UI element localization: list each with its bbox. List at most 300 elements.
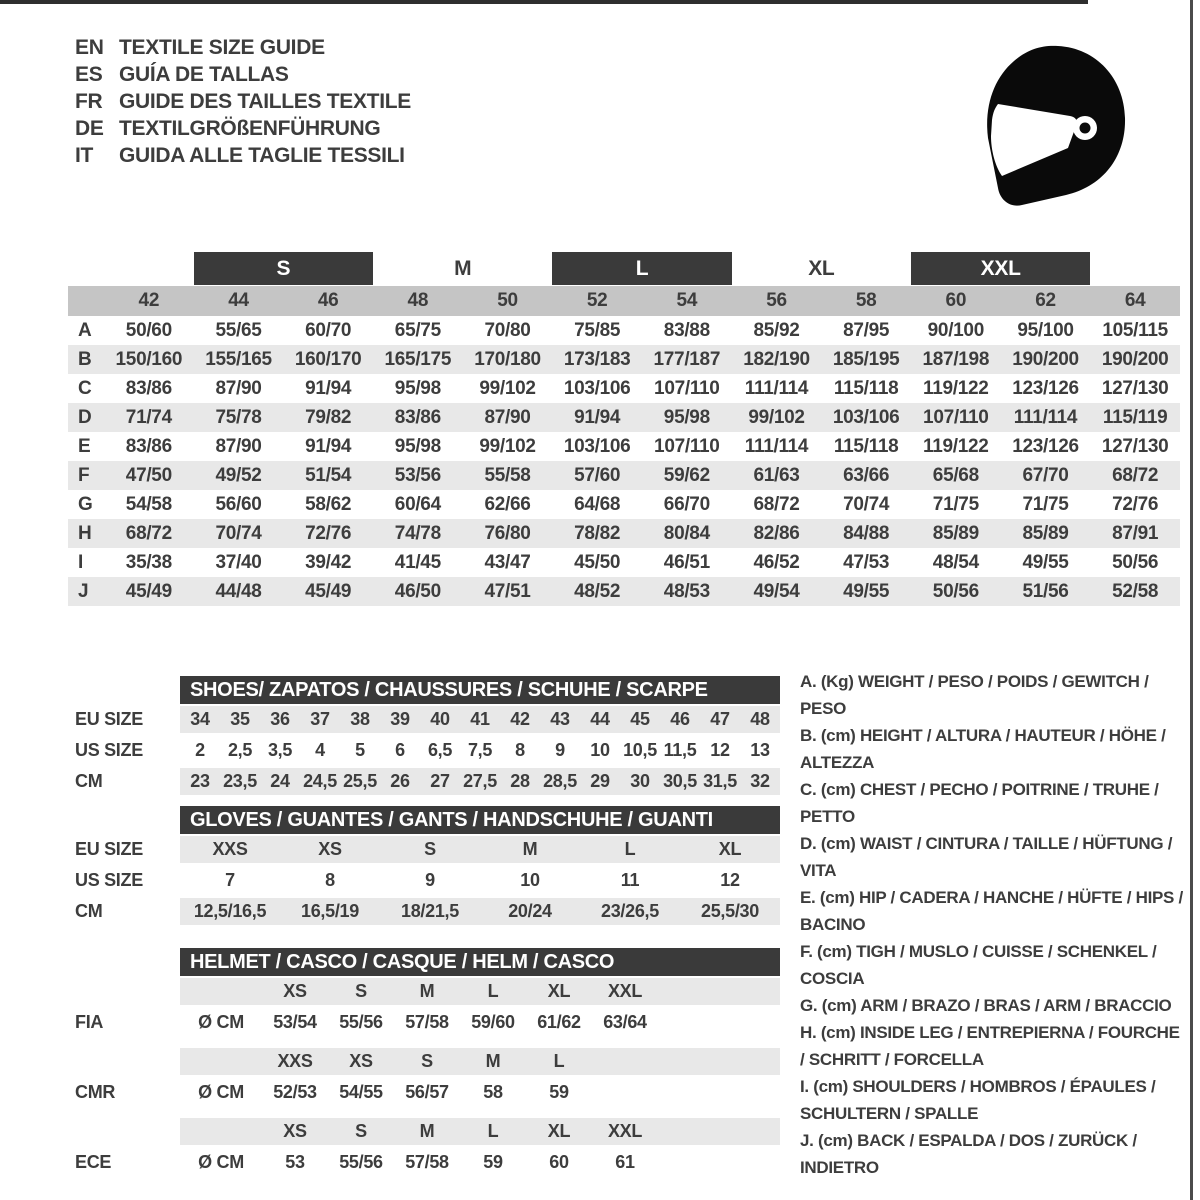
gloves-cells bbox=[180, 865, 780, 896]
measure-value: 95/100 bbox=[1017, 319, 1074, 341]
measure-value: 62/66 bbox=[484, 493, 531, 515]
measure-value: 39/42 bbox=[305, 551, 352, 573]
measure-value: 71/74 bbox=[125, 406, 172, 428]
measure-row-d bbox=[68, 403, 1180, 432]
measure-value: 82/86 bbox=[753, 522, 800, 544]
language-code: ES bbox=[75, 63, 103, 86]
measure-value: 78/82 bbox=[574, 522, 621, 544]
measure-value: 127/130 bbox=[1101, 435, 1169, 457]
size-group-header-row bbox=[68, 252, 1180, 285]
diameter-unit: Ø CM bbox=[198, 1152, 244, 1172]
helmet-value: 59 bbox=[483, 1152, 503, 1172]
measure-value: 87/95 bbox=[843, 319, 890, 341]
title-row-fr bbox=[75, 88, 411, 115]
title-row-de bbox=[75, 115, 411, 142]
measure-value: 160/170 bbox=[294, 348, 362, 370]
shoes-value: 30 bbox=[630, 771, 650, 791]
legend-item-e: E. (cm) HIP / CADERA / HANCHE / HÜFTE / HIPS / BACINO bbox=[800, 888, 1183, 934]
measure-value: 46/52 bbox=[753, 551, 800, 573]
shoes-value: 2 bbox=[195, 740, 205, 760]
measure-value: 65/75 bbox=[394, 319, 441, 341]
size-number-row bbox=[68, 286, 1180, 316]
measure-value: 72/76 bbox=[1112, 493, 1159, 515]
helmet-size-label: XXL bbox=[607, 981, 643, 1001]
measure-value: 123/126 bbox=[1012, 435, 1079, 457]
measure-value: 90/100 bbox=[927, 319, 984, 341]
shoes-value: 45 bbox=[630, 709, 650, 729]
measure-value: 66/70 bbox=[663, 493, 710, 515]
helmet-value: 55/56 bbox=[339, 1012, 383, 1032]
measure-value: 127/130 bbox=[1101, 377, 1169, 399]
legend-item-a: A. (Kg) WEIGHT / PESO / POIDS / GEWITCH / PESO bbox=[800, 672, 1149, 718]
measure-value: 107/110 bbox=[654, 377, 720, 399]
gloves-value: 7 bbox=[225, 870, 235, 890]
measure-value: 49/52 bbox=[215, 464, 262, 486]
measure-row-f bbox=[68, 461, 1180, 490]
measure-value: 45/49 bbox=[305, 580, 352, 602]
helmet-value: 52/53 bbox=[273, 1082, 317, 1102]
size-number: 50 bbox=[497, 290, 518, 311]
measure-row-a bbox=[68, 316, 1180, 345]
helmet-value: 53/54 bbox=[273, 1012, 317, 1032]
guide-title-text: GUIDE DES TAILLES TEXTILE bbox=[119, 90, 411, 113]
row-letter: J bbox=[78, 580, 89, 602]
measure-value: 83/86 bbox=[125, 377, 172, 399]
shoes-value: 5 bbox=[355, 740, 365, 760]
measure-value: 71/75 bbox=[1022, 493, 1069, 515]
measure-value: 85/92 bbox=[753, 319, 800, 341]
helmet-value: 58 bbox=[483, 1082, 503, 1102]
measure-value: 107/110 bbox=[923, 406, 989, 428]
helmet-label-spacer bbox=[75, 948, 180, 976]
shoes-value: 30,5 bbox=[663, 771, 697, 791]
row-label: US SIZE bbox=[75, 870, 143, 890]
measure-value: 45/49 bbox=[125, 580, 172, 602]
row-label-spacer bbox=[75, 1118, 180, 1145]
measure-value: 47/53 bbox=[843, 551, 890, 573]
helmet-value: 63/64 bbox=[603, 1012, 647, 1032]
racing-helmet-icon bbox=[978, 42, 1130, 210]
measure-value: 61/63 bbox=[753, 464, 800, 486]
row-label-spacer bbox=[75, 978, 180, 1005]
measure-value: 47/51 bbox=[484, 580, 531, 602]
measure-value: 105/115 bbox=[1102, 319, 1168, 341]
measure-value: 55/65 bbox=[215, 319, 262, 341]
shoes-value: 29 bbox=[590, 771, 610, 791]
shoes-label-spacer bbox=[75, 676, 180, 704]
measure-value: 71/75 bbox=[932, 493, 979, 515]
helmet-size-label: L bbox=[487, 1121, 499, 1141]
measure-value: 190/200 bbox=[1101, 348, 1169, 370]
measure-value: 115/119 bbox=[1102, 406, 1168, 428]
helmet-size-label: L bbox=[487, 981, 499, 1001]
gloves-value: 12 bbox=[720, 870, 740, 890]
row-letter: C bbox=[78, 377, 92, 399]
measure-value: 59/62 bbox=[663, 464, 710, 486]
measure-value: 99/102 bbox=[748, 406, 805, 428]
shoes-row-cm bbox=[75, 768, 780, 795]
measure-value: 50/60 bbox=[125, 319, 172, 341]
size-number: 62 bbox=[1035, 290, 1056, 311]
size-number: 42 bbox=[138, 290, 160, 311]
helmet-standard-row-cmr bbox=[75, 1077, 780, 1108]
diameter-unit: Ø CM bbox=[198, 1082, 244, 1102]
measure-value: 54/58 bbox=[125, 493, 172, 515]
measure-value: 75/78 bbox=[215, 406, 262, 428]
shoes-cells bbox=[180, 706, 780, 733]
helmet-size-label: XS bbox=[283, 1121, 307, 1141]
size-group-xl: XL bbox=[808, 256, 835, 280]
legend-item-g: G. (cm) ARM / BRAZO / BRAS / ARM / BRACCIO bbox=[800, 996, 1172, 1015]
helmet-size-label: M bbox=[485, 1051, 501, 1071]
gloves-value: 12,5/16,5 bbox=[193, 901, 267, 921]
helmet-value: 60 bbox=[549, 1152, 569, 1172]
measure-value: 115/118 bbox=[833, 435, 899, 457]
measure-value: 95/98 bbox=[663, 406, 710, 428]
shoes-value: 13 bbox=[750, 740, 770, 760]
legend-item-f: F. (cm) TIGH / MUSLO / CUISSE / SCHENKEL / COSCIA bbox=[800, 942, 1157, 988]
shoes-cells bbox=[180, 735, 780, 766]
guide-title-text: GUIDA ALLE TAGLIE TESSILI bbox=[119, 144, 405, 167]
size-number: 60 bbox=[945, 290, 967, 311]
helmet-value: 54/55 bbox=[339, 1082, 383, 1102]
shoes-value: 4 bbox=[315, 740, 325, 760]
shoes-value: 23 bbox=[190, 771, 210, 791]
measure-value: 51/56 bbox=[1022, 580, 1069, 602]
size-group-xxl: XXL bbox=[911, 252, 1090, 285]
measure-value: 68/72 bbox=[125, 522, 172, 544]
measure-value: 57/60 bbox=[574, 464, 621, 486]
measure-value: 44/48 bbox=[215, 580, 262, 602]
helmet-sizes bbox=[180, 1118, 780, 1145]
shoes-value: 27 bbox=[430, 771, 450, 791]
gloves-value: 10 bbox=[520, 870, 540, 890]
helmet-size-label: XXL bbox=[607, 1121, 643, 1141]
shoes-value: 47 bbox=[710, 709, 730, 729]
helmet-size-label: XS bbox=[283, 981, 307, 1001]
shoes-value: 8 bbox=[515, 740, 525, 760]
measure-value: 47/50 bbox=[125, 464, 172, 486]
measure-value: 68/72 bbox=[753, 493, 800, 515]
size-number: 54 bbox=[676, 290, 698, 311]
helmet-values bbox=[180, 1077, 780, 1108]
measure-value: 85/89 bbox=[932, 522, 979, 544]
helmet-value: 59/60 bbox=[471, 1012, 515, 1032]
gloves-label-spacer bbox=[75, 806, 180, 834]
measure-value: 119/122 bbox=[923, 377, 989, 399]
measure-value: 111/114 bbox=[1013, 406, 1078, 428]
shoes-value: 2,5 bbox=[227, 740, 253, 760]
measure-row-c bbox=[68, 374, 1180, 403]
size-group-m: M bbox=[454, 256, 472, 280]
language-code: FR bbox=[75, 90, 103, 113]
gloves-row-eu-size bbox=[75, 836, 780, 863]
row-label: EU SIZE bbox=[75, 709, 143, 729]
measure-value: 46/50 bbox=[394, 580, 441, 602]
gloves-value: 9 bbox=[425, 870, 435, 890]
helmet-table bbox=[75, 948, 780, 1178]
title-row-en bbox=[75, 34, 411, 61]
shoes-value: 3,5 bbox=[267, 740, 293, 760]
helmet-sizes bbox=[180, 978, 780, 1005]
legend-item-i: I. (cm) SHOULDERS / HOMBROS / ÉPAULES / SCHULTERN / SPALLE bbox=[800, 1077, 1156, 1123]
shoes-value: 11,5 bbox=[663, 740, 697, 760]
measure-value: 46/51 bbox=[663, 551, 710, 573]
shoes-value: 28,5 bbox=[543, 771, 577, 791]
gloves-value: L bbox=[624, 839, 636, 859]
diameter-unit: Ø CM bbox=[198, 1012, 244, 1032]
size-group-l: L bbox=[552, 252, 731, 285]
helmet-size-band-ece bbox=[75, 1118, 780, 1145]
measure-value: 76/80 bbox=[484, 522, 531, 544]
size-number: 58 bbox=[855, 290, 877, 311]
shoes-row-us-size bbox=[75, 735, 780, 766]
measure-value: 103/106 bbox=[563, 435, 631, 457]
row-letter: I bbox=[78, 551, 83, 573]
measure-value: 70/80 bbox=[484, 319, 531, 341]
guide-title-text: TEXTILE SIZE GUIDE bbox=[119, 36, 325, 59]
shoes-value: 26 bbox=[390, 771, 410, 791]
row-label: CM bbox=[75, 771, 103, 791]
measure-value: 70/74 bbox=[215, 522, 262, 544]
gloves-value: S bbox=[424, 839, 436, 859]
measure-value: 37/40 bbox=[215, 551, 262, 573]
helmet-value: 59 bbox=[549, 1082, 569, 1102]
measure-value: 95/98 bbox=[394, 435, 441, 457]
measure-value: 64/68 bbox=[574, 493, 621, 515]
helmet-standard-row-ece bbox=[75, 1147, 780, 1178]
helmet-size-band-cmr bbox=[75, 1048, 780, 1075]
size-number: 48 bbox=[407, 290, 429, 311]
helmet-sizes bbox=[180, 1048, 780, 1075]
gloves-value: 20/24 bbox=[508, 901, 552, 921]
language-code: IT bbox=[75, 144, 94, 167]
helmet-values bbox=[180, 1007, 780, 1038]
measure-value: 150/160 bbox=[115, 348, 183, 370]
gloves-value: XXS bbox=[212, 839, 248, 859]
shoes-header-bar: SHOES/ ZAPATOS / CHAUSSURES / SCHUHE / SCARPE bbox=[180, 676, 780, 704]
shoes-value: 25,5 bbox=[343, 771, 377, 791]
shoes-value: 43 bbox=[550, 709, 570, 729]
measure-value: 95/98 bbox=[394, 377, 441, 399]
measure-value: 91/94 bbox=[305, 435, 352, 457]
measure-value: 170/180 bbox=[474, 348, 541, 370]
size-number: 52 bbox=[586, 290, 608, 311]
measure-row-e bbox=[68, 432, 1180, 461]
shoes-value: 27,5 bbox=[463, 771, 497, 791]
helmet-size-label: XL bbox=[547, 981, 571, 1001]
measure-value: 70/74 bbox=[843, 493, 890, 515]
gloves-cells bbox=[180, 898, 780, 925]
measure-value: 50/56 bbox=[932, 580, 979, 602]
measure-value: 103/106 bbox=[832, 406, 900, 428]
right-border-line bbox=[1190, 0, 1193, 1200]
gloves-table bbox=[75, 806, 780, 925]
measure-value: 49/55 bbox=[1022, 551, 1069, 573]
gloves-value: XS bbox=[318, 839, 342, 859]
shoes-value: 6 bbox=[395, 740, 405, 760]
shoes-table bbox=[75, 676, 780, 795]
guide-title-text: GUÍA DE TALLAS bbox=[119, 63, 289, 86]
shoes-value: 10 bbox=[590, 740, 610, 760]
measure-value: 155/165 bbox=[205, 348, 272, 370]
legend-item-j: J. (cm) BACK / ESPALDA / DOS / ZURÜCK / INDIETRO bbox=[800, 1131, 1137, 1177]
shoes-value: 48 bbox=[750, 709, 770, 729]
measure-value: 187/198 bbox=[922, 348, 990, 370]
gloves-value: 18/21,5 bbox=[401, 901, 459, 921]
shoes-value: 41 bbox=[470, 709, 490, 729]
measure-value: 103/106 bbox=[563, 377, 631, 399]
measure-value: 87/90 bbox=[484, 406, 531, 428]
guide-title-text: TEXTILGRÖßENFÜHRUNG bbox=[119, 117, 381, 140]
measure-value: 48/52 bbox=[574, 580, 621, 602]
measure-value: 43/47 bbox=[484, 551, 531, 573]
shoes-value: 38 bbox=[350, 709, 370, 729]
top-border-line bbox=[0, 0, 1088, 4]
gloves-value: 11 bbox=[620, 870, 640, 890]
helmet-size-label: S bbox=[421, 1051, 433, 1071]
measure-value: 91/94 bbox=[574, 406, 621, 428]
measure-row-g bbox=[68, 490, 1180, 519]
measure-value: 85/89 bbox=[1022, 522, 1069, 544]
measure-value: 60/64 bbox=[394, 493, 441, 515]
measure-value: 84/88 bbox=[843, 522, 890, 544]
shoes-header-row bbox=[75, 676, 780, 704]
helmet-value: 61 bbox=[615, 1152, 635, 1172]
measure-value: 190/200 bbox=[1012, 348, 1079, 370]
helmet-header-row bbox=[75, 948, 780, 976]
helmet-values bbox=[180, 1147, 780, 1178]
language-code: DE bbox=[75, 117, 104, 140]
measure-value: 55/58 bbox=[484, 464, 531, 486]
measure-value: 182/190 bbox=[743, 348, 810, 370]
measure-value: 51/54 bbox=[305, 464, 352, 486]
gloves-value: M bbox=[522, 839, 538, 859]
helmet-size-label: XS bbox=[349, 1051, 373, 1071]
measure-value: 165/175 bbox=[384, 348, 452, 370]
shoes-value: 23,5 bbox=[223, 771, 257, 791]
standard-label: ECE bbox=[75, 1152, 112, 1172]
row-label: US SIZE bbox=[75, 740, 143, 760]
shoes-value: 9 bbox=[555, 740, 565, 760]
helmet-value: 53 bbox=[285, 1152, 305, 1172]
measure-value: 48/54 bbox=[932, 551, 979, 573]
measure-value: 99/102 bbox=[479, 435, 536, 457]
measure-value: 35/38 bbox=[125, 551, 172, 573]
row-letter: A bbox=[78, 319, 92, 341]
gloves-cells bbox=[180, 836, 780, 863]
shoes-value: 44 bbox=[590, 709, 610, 729]
measure-value: 68/72 bbox=[1112, 464, 1159, 486]
helmet-value: 56/57 bbox=[405, 1082, 449, 1102]
helmet-value: 57/58 bbox=[405, 1012, 449, 1032]
gloves-row-cm bbox=[75, 898, 780, 925]
measure-row-h bbox=[68, 519, 1180, 548]
row-label-spacer bbox=[75, 1048, 180, 1075]
shoes-value: 46 bbox=[670, 709, 690, 729]
shoes-value: 42 bbox=[510, 709, 530, 729]
shoes-value: 34 bbox=[190, 709, 210, 729]
language-code: EN bbox=[75, 36, 104, 59]
standard-label: FIA bbox=[75, 1012, 104, 1032]
measure-value: 91/94 bbox=[305, 377, 352, 399]
measure-value: 49/55 bbox=[843, 580, 890, 602]
row-label: EU SIZE bbox=[75, 839, 143, 859]
measure-value: 67/70 bbox=[1022, 464, 1069, 486]
helmet-size-band-fia bbox=[75, 978, 780, 1005]
measure-value: 83/88 bbox=[663, 319, 710, 341]
measure-value: 52/58 bbox=[1112, 580, 1159, 602]
measure-value: 48/53 bbox=[663, 580, 710, 602]
measure-row-i bbox=[68, 548, 1180, 577]
helmet-size-label: S bbox=[355, 1121, 367, 1141]
shoes-value: 32 bbox=[750, 771, 770, 791]
shoes-value: 35 bbox=[230, 709, 250, 729]
title-row-es bbox=[75, 61, 411, 88]
measure-row-b bbox=[68, 345, 1180, 374]
measure-value: 60/70 bbox=[305, 319, 352, 341]
measure-value: 107/110 bbox=[654, 435, 720, 457]
measure-value: 50/56 bbox=[1112, 551, 1159, 573]
helmet-size-label: S bbox=[355, 981, 367, 1001]
measure-value: 58/62 bbox=[305, 493, 352, 515]
measure-value: 49/54 bbox=[753, 580, 800, 602]
row-letter: H bbox=[78, 522, 92, 544]
measure-value: 111/114 bbox=[744, 377, 809, 399]
legend-item-h: H. (cm) INSIDE LEG / ENTREPIERNA / FOURCHE / SCHRITT / FORCELLA bbox=[800, 1023, 1180, 1069]
measure-value: 115/118 bbox=[833, 377, 899, 399]
row-label: CM bbox=[75, 901, 103, 921]
measure-value: 87/90 bbox=[215, 435, 262, 457]
measure-value: 111/114 bbox=[744, 435, 809, 457]
measure-value: 83/86 bbox=[394, 406, 441, 428]
title-block bbox=[75, 34, 411, 169]
helmet-standard-row-fia bbox=[75, 1007, 780, 1038]
shoes-value: 37 bbox=[310, 709, 330, 729]
shoes-value: 31,5 bbox=[703, 771, 737, 791]
shoes-value: 24 bbox=[270, 771, 290, 791]
legend-item-b: B. (cm) HEIGHT / ALTURA / HAUTEUR / HÖHE / ALTEZZA bbox=[800, 726, 1166, 772]
measure-value: 41/45 bbox=[394, 551, 441, 573]
measure-value: 83/86 bbox=[125, 435, 172, 457]
shoes-value: 7,5 bbox=[467, 740, 493, 760]
gloves-value: XL bbox=[718, 839, 742, 859]
measure-value: 87/91 bbox=[1112, 522, 1159, 544]
shoes-value: 28 bbox=[510, 771, 530, 791]
helmet-size-label: M bbox=[419, 981, 435, 1001]
shoes-value: 6,5 bbox=[427, 740, 453, 760]
helmet-size-label: L bbox=[553, 1051, 565, 1071]
measure-value: 72/76 bbox=[305, 522, 352, 544]
shoes-value: 12 bbox=[710, 740, 730, 760]
title-row-it bbox=[75, 142, 411, 169]
size-group-s: S bbox=[194, 252, 373, 285]
measure-value: 80/84 bbox=[663, 522, 710, 544]
measure-value: 177/187 bbox=[653, 348, 721, 370]
helmet-size-label: XXS bbox=[277, 1051, 313, 1071]
row-letter: F bbox=[78, 464, 90, 486]
measure-value: 75/85 bbox=[574, 319, 621, 341]
size-number: 46 bbox=[317, 290, 339, 311]
gloves-value: 25,5/30 bbox=[701, 901, 759, 921]
row-letter: E bbox=[78, 435, 91, 457]
measure-value: 87/90 bbox=[215, 377, 262, 399]
size-number: 64 bbox=[1124, 290, 1146, 311]
size-number: 56 bbox=[766, 290, 787, 311]
helmet-size-label: M bbox=[419, 1121, 435, 1141]
row-letter: D bbox=[78, 406, 92, 428]
measure-value: 53/56 bbox=[394, 464, 441, 486]
